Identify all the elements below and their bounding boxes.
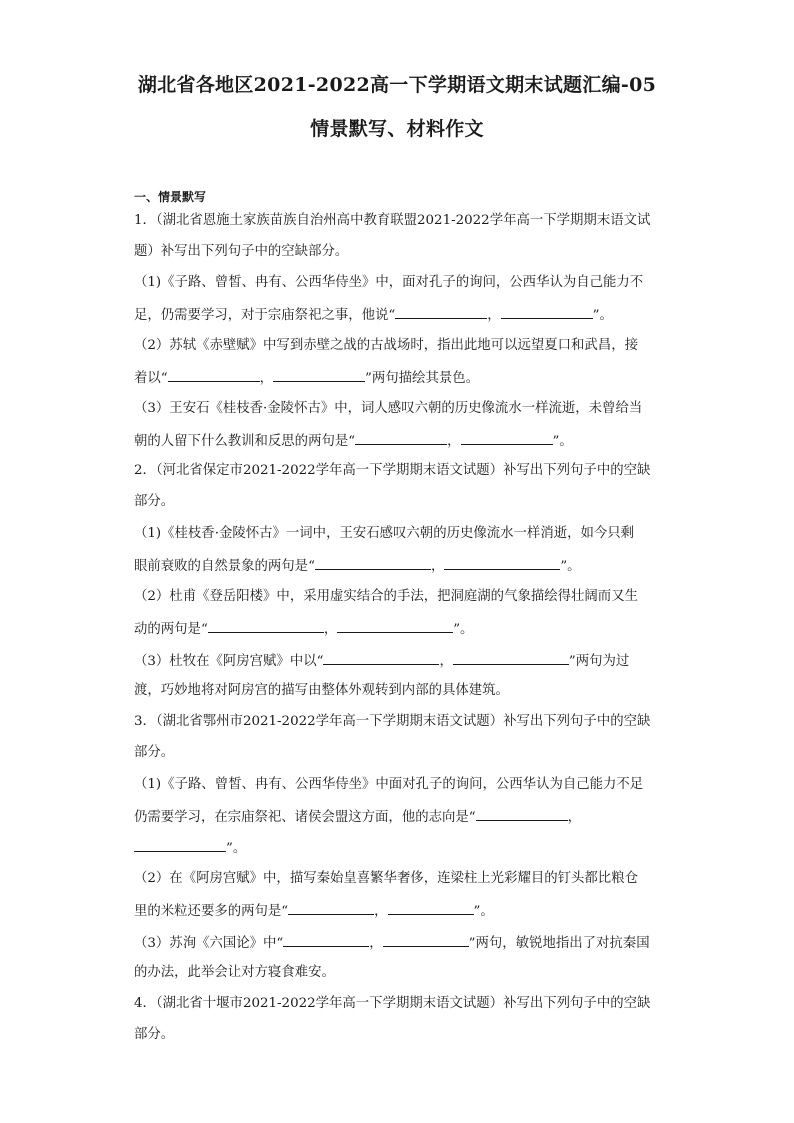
q3-intro-line2: 部分。: [134, 745, 175, 760]
answer-blank[interactable]: [315, 556, 431, 570]
q3-sub3-line2: 的办法，此举会让对方寝食难安。: [134, 965, 335, 980]
section-heading: 一、情景默写: [134, 190, 207, 204]
q2-sub1-line2: 眼前衰败的自然景象的两句是“ ， ”。: [134, 556, 581, 576]
q1-sub1-line1: （1)《子路、曾皙、冉有、公西华侍坐》中，面对孔子的询问，公西华认为自己能力不: [134, 275, 644, 290]
q1-sub1-line2: 足，仍需要学习，对于宗庙祭祀之事，他说“ ， ”。: [134, 305, 613, 325]
document-title-line2: 情景默写、材料作文: [310, 118, 484, 140]
q3-intro-line1: 3．（湖北省鄂州市2021-2022学年高一下学期期末语文试题）补写出下列句子中的空缺: [134, 714, 651, 729]
q1-sub2-line1: （2）苏轼《赤壁赋》中写到赤壁之战的古战场时，指出此地可以远望夏口和武昌，接: [134, 338, 638, 353]
answer-blank[interactable]: [476, 807, 568, 821]
answer-blank[interactable]: [208, 619, 324, 633]
q3-sub1-line3: ”。: [134, 838, 246, 858]
answer-blank[interactable]: [395, 305, 487, 319]
answer-blank[interactable]: [501, 305, 593, 319]
q4-intro-line1: 4．（湖北省十堰市2021-2022学年高一下学期期末语文试题）补写出下列句子中的空缺: [134, 996, 651, 1011]
q1-sub2-line2: 着以“ ， ”两句描绘其景色。: [134, 368, 479, 388]
q3-sub2-line2: 里的米粒还要多的两句是“ ， ”。: [134, 901, 494, 921]
document-title-line1: 湖北省各地区2021-2022高一下学期语文期末试题汇编-05: [137, 74, 657, 96]
answer-blank[interactable]: [461, 431, 553, 445]
q2-sub1-line1: （1)《桂枝香·金陵怀古》一词中，王安石感叹六朝的历史像流水一样消逝，如今只剩: [134, 526, 635, 541]
answer-blank[interactable]: [288, 901, 374, 915]
q2-intro-line2: 部分。: [134, 494, 175, 509]
q2-sub2-line1: （2）杜甫《登岳阳楼》中，采用虚实结合的手法，把洞庭湖的气象描绘得壮阔而又生: [134, 589, 638, 604]
q2-sub3-line1: （3）杜牧在《阿房宫赋》中以“ ， ”两句为过: [134, 651, 629, 671]
q1-sub3-line2: 朝的人留下什么教训和反思的两句是“ ， ”。: [134, 431, 573, 451]
answer-blank[interactable]: [383, 933, 469, 947]
q1-intro-line1: 1．（湖北省恩施土家族苗族自治州高中教育联盟2021-2022学年高一下学期期末语文试: [134, 213, 651, 228]
q3-sub1-line2: 仍需要学习，在宗庙祭祀、诸侯会盟这方面，他的志向是“ ，: [134, 807, 581, 827]
answer-blank[interactable]: [355, 431, 447, 445]
answer-blank[interactable]: [273, 368, 365, 382]
q3-sub3-line1: （3）苏洵《六国论》中“ ， ”两句，敏锐地指出了对抗秦国: [134, 933, 650, 953]
answer-blank[interactable]: [453, 651, 569, 665]
answer-blank[interactable]: [323, 651, 439, 665]
answer-blank[interactable]: [168, 368, 260, 382]
answer-blank[interactable]: [388, 901, 474, 915]
answer-blank[interactable]: [134, 838, 226, 852]
answer-blank[interactable]: [283, 933, 369, 947]
q3-sub2-line1: （2）在《阿房宫赋》中，描写秦始皇喜繁华奢侈，连梁柱上光彩耀目的钉头都比粮仓: [134, 871, 638, 886]
answer-blank[interactable]: [444, 556, 560, 570]
answer-blank[interactable]: [337, 619, 453, 633]
q2-sub3-line2: 渡，巧妙地将对阿房宫的描写由整体外观转到内部的具体建筑。: [134, 683, 509, 698]
q1-intro-line2: 题）补写出下列句子中的空缺部分。: [134, 244, 349, 259]
q3-sub1-line1: （1)《子路、曾皙、冉有、公西华侍坐》中面对孔子的询问，公西华认为自己能力不足: [134, 777, 644, 792]
q1-sub3-line1: （3）王安石《桂枝香·金陵怀古》中，词人感叹六朝的历史像流水一样流逝，未曾给当: [134, 401, 643, 416]
q2-sub2-line2: 动的两句是“ ， ”。: [134, 619, 473, 639]
q4-intro-line2: 部分。: [134, 1027, 175, 1042]
q2-intro-line1: 2．（河北省保定市2021-2022学年高一下学期期末语文试题）补写出下列句子中的空缺: [134, 463, 651, 478]
